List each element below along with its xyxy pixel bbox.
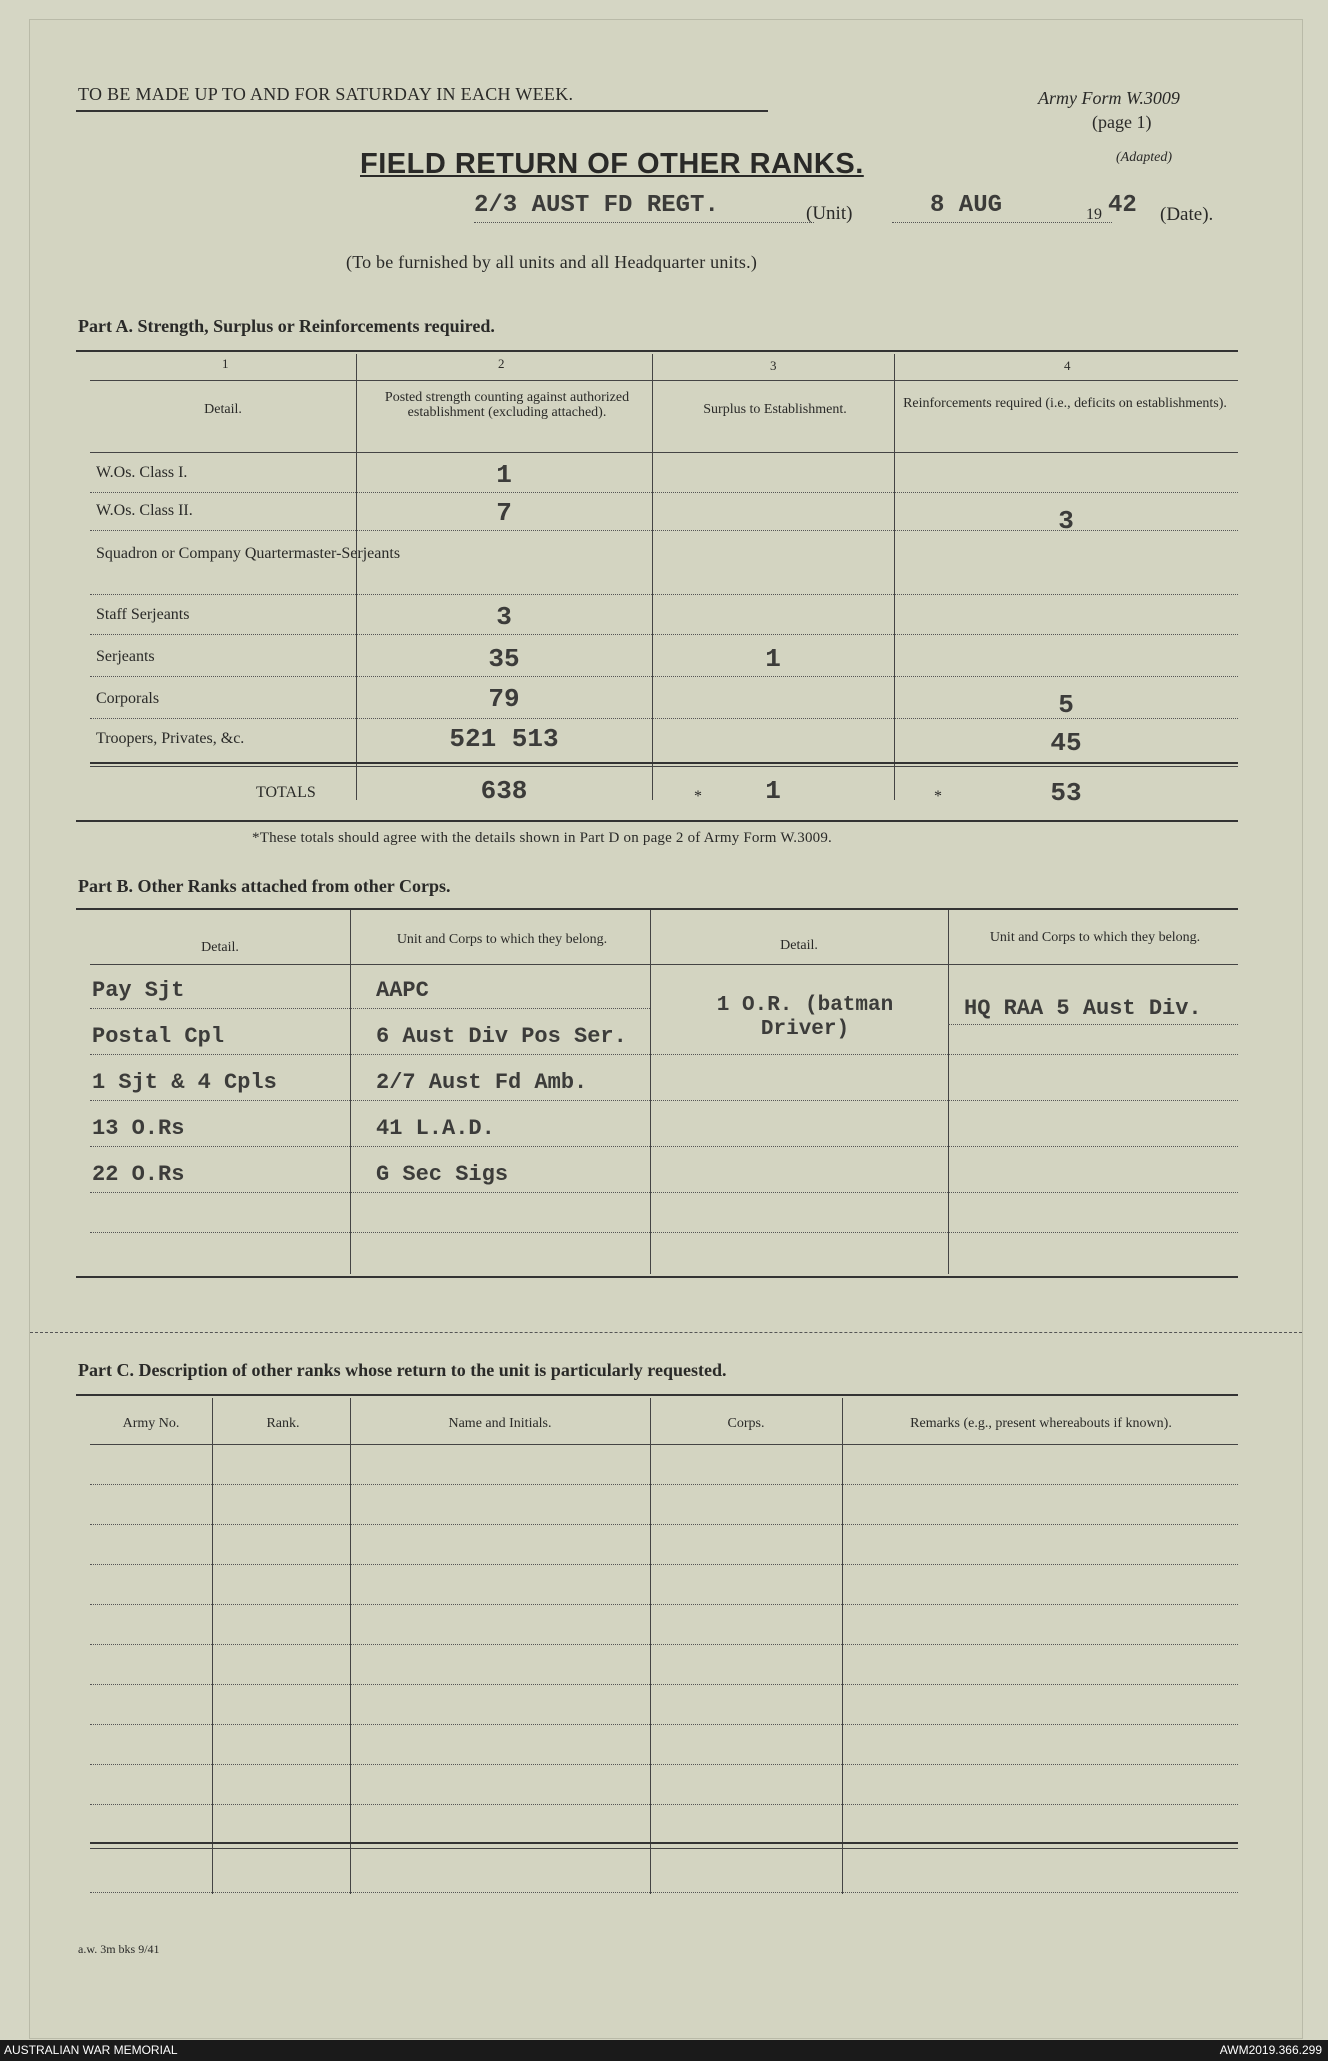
b-row-rule-4 <box>90 1192 1238 1193</box>
totals-posted: 638 <box>480 776 528 806</box>
c-row-rule-10 <box>90 1892 1238 1893</box>
surplus-sjt: 1 <box>765 644 781 674</box>
archive-footer <box>0 2040 1328 2061</box>
b-right-detail-0: 1 O.R. (batman Driver) <box>716 994 894 1041</box>
row-rule-2 <box>90 530 1238 531</box>
row-rule-4 <box>90 634 1238 635</box>
row-label-cpl: Corporals <box>96 690 160 707</box>
part-c-header-name: Name and Initials. <box>448 1416 552 1431</box>
form-sheet <box>30 20 1302 2038</box>
unit-dotted-line <box>474 222 814 223</box>
part-c-header-corps: Corps. <box>727 1416 765 1431</box>
footer-left: AUSTRALIAN WAR MEMORIAL <box>4 2043 178 2057</box>
part-b-title: Part B. Other Ranks attached from other Corps. <box>78 876 451 896</box>
part-b-header-detail-1: Detail. <box>201 940 239 955</box>
part-c-col-line-3 <box>650 1398 651 1894</box>
totals-top-rule <box>90 762 1238 764</box>
part-c-top-rule <box>76 1394 1238 1396</box>
c-row-rule-1 <box>90 1484 1238 1485</box>
b-left-unit-3: 41 L.A.D. <box>376 1116 495 1141</box>
part-a-title: Part A. Strength, Surplus or Reinforcements required. <box>78 316 495 336</box>
part-a-header-posted: Posted strength counting against authorized establishment (excluding attached). <box>384 390 630 420</box>
adapted-label: (Adapted) <box>1116 150 1172 165</box>
year-value: 42 <box>1108 192 1137 219</box>
part-a-top-rule <box>76 350 1238 352</box>
part-a-header-reinforcements: Reinforcements required (i.e., deficits on establishments). <box>903 396 1227 411</box>
part-b-header-rule <box>90 964 1238 965</box>
row-rule-5 <box>90 676 1238 677</box>
page-label: (page 1) <box>1092 112 1152 132</box>
part-c-header-rule <box>90 1444 1238 1445</box>
col-number-1: 1 <box>222 356 229 371</box>
b-left-detail-1: Postal Cpl <box>92 1024 225 1049</box>
part-b-header-unit-1: Unit and Corps to which they belong. <box>396 932 608 947</box>
b-left-detail-2: 1 Sjt & 4 Cpls <box>92 1070 277 1095</box>
b-left-unit-1: 6 Aust Div Pos Ser. <box>376 1024 627 1049</box>
b-row-rule-5 <box>90 1232 1238 1233</box>
unit-label: (Unit) <box>806 203 853 224</box>
c-row-rule-6 <box>90 1684 1238 1685</box>
part-a-header-rule <box>90 452 1238 453</box>
c-row-rule-3 <box>90 1564 1238 1565</box>
reinf-wo2: 3 <box>1058 506 1074 536</box>
c-row-rule-9 <box>90 1804 1238 1805</box>
date-label: (Date). <box>1160 204 1214 225</box>
footer-right: AWM2019.366.299 <box>1219 2043 1322 2057</box>
b-right-rule-0 <box>948 1024 1238 1025</box>
posted-cpl: 79 <box>488 684 520 714</box>
c-row-rule-8 <box>90 1764 1238 1765</box>
row-label-sjt: Serjeants <box>96 648 155 665</box>
b-left-detail-3: 13 O.Rs <box>92 1116 185 1141</box>
row-label-cqms: Squadron or Company Quartermaster-Serjeants <box>96 545 401 562</box>
row-label-pte: Troopers, Privates, &c. <box>96 730 245 747</box>
b-left-unit-0: AAPC <box>376 978 429 1003</box>
instruction-underline <box>76 110 768 112</box>
instruction-text: TO BE MADE UP TO AND FOR SATURDAY IN EACH WEEK. <box>78 84 574 104</box>
posted-staff-sjt: 3 <box>496 602 512 632</box>
part-c-header-rank: Rank. <box>266 1416 300 1431</box>
b-left-detail-0: Pay Sjt <box>92 978 185 1003</box>
part-b-bottom-rule <box>76 1276 1238 1278</box>
tear-line <box>30 1332 1302 1333</box>
totals-label: TOTALS <box>256 784 316 801</box>
header-note: (To be furnished by all units and all Headquarter units.) <box>346 252 758 272</box>
b-left-unit-2: 2/7 Aust Fd Amb. <box>376 1070 588 1095</box>
col-number-2: 2 <box>498 356 505 371</box>
posted-wo2: 7 <box>496 498 512 528</box>
part-c-col-line-2 <box>350 1398 351 1894</box>
b-row-rule-0 <box>90 1008 650 1009</box>
posted-sjt: 35 <box>488 644 520 674</box>
c-bottom-rule-1 <box>90 1842 1238 1844</box>
part-c-header-army-no: Army No. <box>122 1416 180 1431</box>
b-right-unit-0: HQ RAA 5 Aust Div. <box>964 996 1202 1021</box>
year-prefix: 19 <box>1086 206 1102 223</box>
c-row-rule-2 <box>90 1524 1238 1525</box>
print-code: a.w. 3m bks 9/41 <box>78 1942 160 1956</box>
totals-surplus: 1 <box>765 776 781 806</box>
part-a-header-surplus: Surplus to Establishment. <box>703 402 847 417</box>
part-a-footnote: *These totals should agree with the details shown in Part D on page 2 of Army Form W.3009. <box>252 830 833 846</box>
asterisk-surplus: * <box>694 788 702 805</box>
part-b-header-detail-2: Detail. <box>780 938 818 953</box>
part-a-col-line-2 <box>652 354 653 800</box>
totals-top-rule-2 <box>90 766 1238 767</box>
c-row-rule-4 <box>90 1604 1238 1605</box>
c-bottom-rule-2 <box>90 1848 1238 1849</box>
part-c-col-line-1 <box>212 1398 213 1894</box>
totals-reinf: 53 <box>1050 778 1082 808</box>
row-rule-6 <box>90 718 1238 719</box>
row-label-wo2: W.Os. Class II. <box>96 502 193 519</box>
b-row-rule-2 <box>90 1100 1238 1101</box>
part-a-header-detail: Detail. <box>204 402 242 417</box>
part-c-header-remarks: Remarks (e.g., present whereabouts if known). <box>910 1416 1172 1431</box>
part-b-header-unit-2: Unit and Corps to which they belong. <box>989 930 1201 945</box>
part-a-bottom-rule <box>76 820 1238 822</box>
form-title: FIELD RETURN OF OTHER RANKS. <box>360 148 864 180</box>
row-label-staff-sjt: Staff Serjeants <box>96 606 190 623</box>
date-dotted-line <box>892 222 1112 223</box>
b-left-unit-4: G Sec Sigs <box>376 1162 509 1187</box>
col-number-3: 3 <box>770 358 777 373</box>
row-label-wo1: W.Os. Class I. <box>96 464 188 481</box>
form-label: Army Form W.3009 <box>1038 88 1180 108</box>
b-row-rule-3 <box>90 1146 1238 1147</box>
posted-wo1: 1 <box>496 460 512 490</box>
col-number-4: 4 <box>1064 358 1071 373</box>
reinf-pte: 45 <box>1050 728 1082 758</box>
c-row-rule-7 <box>90 1724 1238 1725</box>
part-c-title: Part C. Description of other ranks whose return to the unit is particularly requested. <box>78 1360 727 1380</box>
b-left-detail-4: 22 O.Rs <box>92 1162 185 1187</box>
part-b-top-rule <box>76 908 1238 910</box>
part-c-col-line-4 <box>842 1398 843 1894</box>
c-row-rule-5 <box>90 1644 1238 1645</box>
row-rule-3 <box>90 594 1238 595</box>
reinf-cpl: 5 <box>1058 690 1074 720</box>
date-value: 8 AUG <box>930 192 1003 219</box>
asterisk-reinf: * <box>934 788 942 805</box>
row-rule-1 <box>90 492 1238 493</box>
part-a-number-rule <box>90 380 1238 381</box>
b-row-rule-1 <box>90 1054 1238 1055</box>
unit-value: 2/3 AUST FD REGT. <box>474 192 719 219</box>
posted-pte: 521 513 <box>449 724 559 754</box>
instruction-line <box>78 84 573 105</box>
